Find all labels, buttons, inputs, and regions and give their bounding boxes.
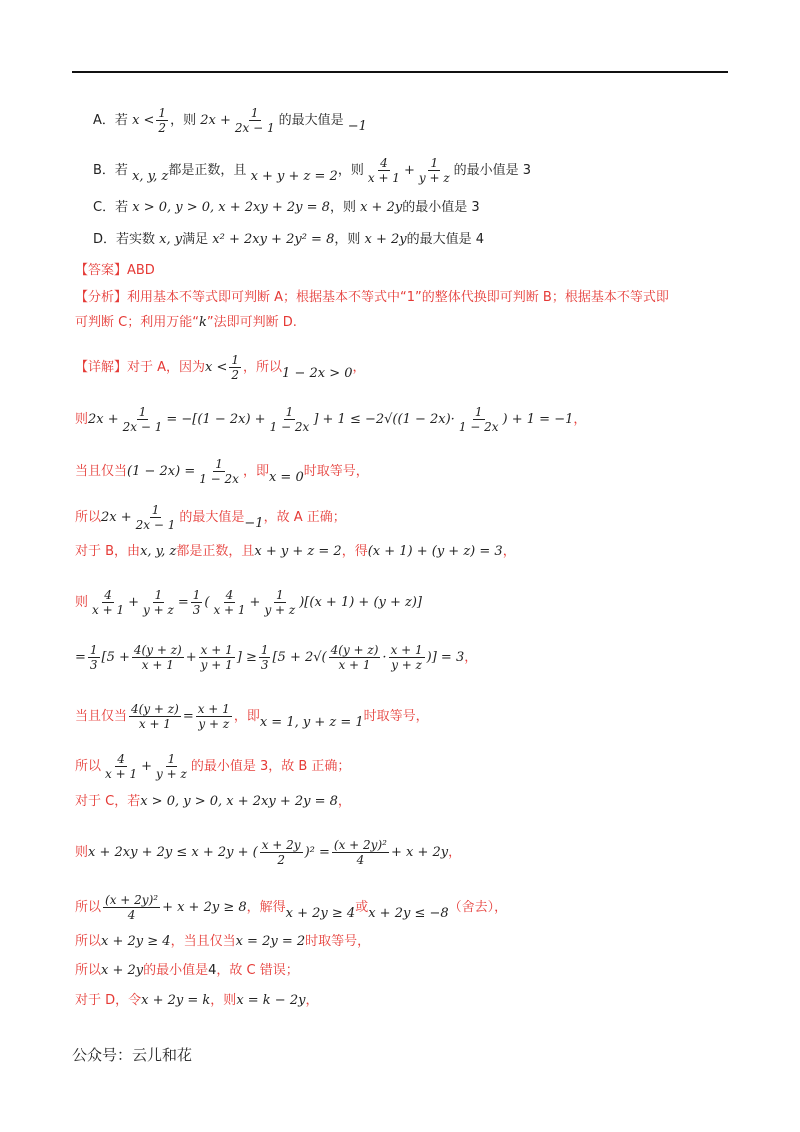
math: 2x + — [101, 510, 132, 525]
fraction — [103, 893, 160, 922]
math: x > 0, y > 0, x + 2xy + 2y = 8 — [132, 200, 330, 215]
text: 若实数 — [116, 232, 156, 247]
text: 若 — [114, 163, 128, 178]
numerator: 1 — [154, 588, 163, 602]
detail-line-2 — [75, 405, 586, 434]
text: 当且仅当 — [75, 464, 128, 479]
math: x + y + z = 2 — [250, 169, 338, 184]
denominator: y + z — [156, 767, 187, 781]
text: 【详解】对于 A，因为 — [75, 360, 206, 375]
text: 对于 B，由 — [75, 544, 141, 559]
denominator: x + 1 — [105, 767, 138, 781]
denominator: 3 — [260, 658, 269, 672]
numerator: 4 — [225, 588, 234, 602]
option-d — [93, 231, 484, 249]
math: + — [128, 595, 140, 610]
text: 若 — [115, 200, 129, 215]
numerator: 1 — [215, 457, 223, 471]
fraction — [233, 106, 277, 135]
numerator: (x + 2y)² — [105, 893, 159, 907]
math: ] + 1 ≤ −2√((1 − 2x)· — [313, 412, 455, 427]
detail-line-14 — [75, 962, 299, 980]
denominator: y + 1 — [200, 658, 233, 672]
denominator: x + 1 — [141, 658, 174, 672]
text: 时取等号， — [303, 464, 369, 479]
text: ，所以 — [243, 360, 283, 375]
answer: 【答案】ABD — [75, 263, 155, 278]
option-a — [93, 106, 367, 135]
fraction — [417, 156, 452, 185]
fraction — [132, 643, 184, 672]
math: x = 2y = 2 — [235, 934, 306, 949]
detail-line-15 — [75, 992, 318, 1010]
math: ] ≥ — [236, 650, 257, 665]
fraction — [259, 643, 271, 672]
text: 的最大值是 4 — [406, 232, 485, 247]
math: x + 2xy + 2y ≤ x + 2y + ( — [88, 845, 258, 860]
text: ，即 — [242, 464, 269, 479]
math: ) + 1 = −1 — [502, 412, 574, 427]
text: 都是正数，且 — [176, 544, 255, 559]
math: · — [382, 650, 387, 665]
fraction — [141, 588, 176, 617]
text: 的最大值是 — [179, 510, 245, 525]
text: ， — [337, 794, 351, 809]
numerator: x + 1 — [197, 702, 230, 716]
fraction — [389, 643, 425, 672]
analysis-line-1: 【分析】利用基本不等式即可判断 A；根据基本不等式中“1”的整体代换即可判断 B；根据基本不等式即 — [75, 290, 669, 305]
detail-line-9 — [75, 752, 350, 781]
denominator: y + z — [198, 717, 230, 731]
math: x < — [205, 360, 228, 375]
text: （舍去）， — [448, 900, 508, 915]
math: x + 2y ≥ 4 — [285, 906, 356, 921]
math: x = k − 2y — [236, 993, 306, 1008]
text: 所以 — [75, 759, 102, 774]
denominator: 3 — [192, 603, 201, 617]
math: −1 — [347, 119, 367, 134]
math: k — [198, 315, 207, 330]
math: + — [141, 759, 153, 774]
text: 则 — [75, 412, 89, 427]
math: = — [177, 595, 189, 610]
math: = — [182, 709, 194, 724]
math: = — [75, 650, 86, 665]
detail-line-3 — [75, 457, 369, 486]
detail-line-7 — [75, 643, 477, 672]
math: + — [185, 650, 197, 665]
text: 所以 — [75, 934, 102, 949]
denominator: x + 1 — [338, 658, 371, 672]
text: ，得 — [341, 544, 368, 559]
math: = −[(1 − 2x) + — [166, 412, 266, 427]
detail-line-13 — [75, 933, 370, 951]
text: 或 — [355, 900, 369, 915]
detail-line-10 — [75, 793, 351, 811]
fraction — [329, 643, 381, 672]
denominator: 4 — [127, 908, 136, 922]
text: ， — [464, 650, 478, 665]
text: ，则 — [334, 232, 361, 247]
math: )² = — [304, 845, 330, 860]
detail-line-8 — [75, 702, 429, 731]
numerator: 1 — [430, 156, 439, 170]
math: x > 0, y > 0, x + 2xy + 2y = 8 — [140, 794, 338, 809]
fraction — [90, 588, 126, 617]
fraction — [154, 752, 189, 781]
numerator: 4(y + z) — [330, 643, 379, 657]
detail-line-6 — [75, 588, 422, 617]
numerator: 1 — [474, 405, 483, 419]
math: 1 − 2x > 0 — [282, 366, 353, 381]
math: x < — [132, 113, 155, 128]
numerator: 4 — [104, 588, 112, 602]
numerator: 1 — [138, 405, 147, 419]
text: 时取等号， — [305, 934, 371, 949]
math: x = 0 — [268, 470, 304, 485]
numerator: x + 2y — [261, 838, 301, 852]
text: ，当且仅当 — [170, 934, 236, 949]
math: 2x + — [88, 412, 119, 427]
math: [5 + 2√( — [272, 650, 327, 665]
math: x + 2y ≤ −8 — [368, 906, 449, 921]
fraction — [262, 588, 297, 617]
text: ，即 — [233, 709, 260, 724]
fraction — [268, 405, 312, 434]
numerator: 1 — [167, 752, 176, 766]
text: 都是正数，且 — [168, 163, 247, 178]
numerator: 4 — [380, 156, 388, 170]
fraction — [191, 588, 203, 617]
text: ，则 — [337, 163, 364, 178]
math: x, y — [159, 232, 183, 247]
numerator: 1 — [89, 643, 98, 657]
text: 当且仅当 — [75, 709, 128, 724]
numerator: 1 — [260, 643, 269, 657]
text: ， — [502, 544, 516, 559]
math: + x + 2y — [390, 845, 449, 860]
math: + — [403, 163, 415, 178]
numerator: 1 — [158, 106, 167, 120]
fraction — [229, 353, 241, 382]
math: x, y, z — [140, 544, 177, 559]
math: 2x + — [200, 113, 231, 128]
option-label: B． — [93, 163, 115, 178]
text: ， — [573, 412, 587, 427]
denominator: y + z — [143, 603, 174, 617]
numerator: 4(y + z) — [133, 643, 182, 657]
fraction — [332, 838, 389, 867]
header-rule — [72, 71, 728, 73]
fraction — [197, 457, 241, 486]
math: [5 + — [101, 650, 130, 665]
denominator: 2x − 1 — [135, 518, 176, 532]
option-b — [93, 156, 531, 185]
fraction — [134, 503, 178, 532]
text: 则 — [75, 845, 89, 860]
text: 对于 C，若 — [75, 794, 141, 809]
footer-account: 公众号：云儿和花 — [72, 1046, 193, 1064]
fraction — [199, 643, 235, 672]
numerator: 1 — [231, 353, 240, 367]
math: (x + 1) + (y + z) = 3 — [367, 544, 503, 559]
text: 则 — [75, 595, 89, 610]
denominator: 4 — [356, 853, 365, 867]
fraction — [88, 643, 100, 672]
math: x + 2y — [360, 200, 403, 215]
math: x + 2y = k — [141, 993, 211, 1008]
text: ，则 — [170, 113, 197, 128]
fraction — [121, 405, 165, 434]
math: + — [249, 595, 261, 610]
numerator: 4 — [117, 752, 125, 766]
analysis-line-2 — [75, 314, 297, 332]
text: 的最小值是 3，故 B 正确； — [190, 759, 351, 774]
denominator: 1 − 2x — [199, 472, 239, 486]
denominator: y + z — [391, 658, 422, 672]
math: x + 2y — [101, 963, 144, 978]
text: 满足 — [182, 232, 209, 247]
text: ， — [448, 845, 462, 860]
option-label: D． — [93, 232, 117, 247]
fraction — [260, 838, 303, 867]
denominator: x + 1 — [213, 603, 246, 617]
denominator: 2x − 1 — [122, 420, 163, 434]
math: x = 1, y + z = 1 — [259, 715, 364, 730]
option-c — [93, 199, 480, 217]
denominator: x + 1 — [138, 717, 171, 731]
math: x, y, z — [132, 169, 169, 184]
text: ，故 C 错误； — [216, 963, 299, 978]
fraction — [156, 106, 168, 135]
fraction — [103, 752, 139, 781]
text: 的最小值是 3 — [402, 200, 480, 215]
denominator: 1 − 2x — [458, 420, 499, 434]
math: )[(x + 1) + (y + z)] — [299, 595, 423, 610]
detail-line-11 — [75, 838, 461, 867]
denominator: 2 — [158, 121, 167, 135]
denominator: 1 − 2x — [269, 420, 310, 434]
math: 4 — [208, 963, 217, 978]
denominator: 3 — [89, 658, 98, 672]
math: x + 2y — [364, 232, 407, 247]
fraction — [129, 702, 181, 731]
text: 时取等号， — [363, 709, 429, 724]
math: x² + 2xy + 2y² = 8 — [212, 232, 335, 247]
text: 对于 D，令 — [75, 993, 142, 1008]
text: 的最小值是 — [143, 963, 209, 978]
math: )] = 3 — [426, 650, 465, 665]
text: ，则 — [329, 200, 356, 215]
numerator: x + 1 — [390, 643, 423, 657]
detail-line-12 — [75, 893, 507, 922]
fraction — [366, 156, 402, 185]
text: ， — [352, 360, 366, 375]
numerator: 1 — [151, 503, 160, 517]
math: + x + 2y ≥ 8 — [162, 900, 247, 915]
numerator: 1 — [276, 588, 284, 602]
denominator: 2 — [231, 368, 240, 382]
numerator: 4(y + z) — [131, 702, 179, 716]
detail-line-4 — [75, 503, 346, 532]
fraction — [457, 405, 501, 434]
math: x + y + z = 2 — [254, 544, 342, 559]
detail-line-1 — [75, 353, 366, 382]
detail-line-5 — [75, 543, 516, 561]
numerator: 1 — [192, 588, 201, 602]
fraction — [211, 588, 247, 617]
option-label: C． — [93, 200, 116, 215]
denominator: 2 — [277, 853, 285, 867]
numerator: 1 — [285, 405, 294, 419]
denominator: x + 1 — [92, 603, 125, 617]
option-label: A． — [93, 113, 115, 128]
denominator: y + z — [418, 171, 450, 185]
math: ( — [204, 595, 210, 610]
text: 可判断 C；利用万能“ — [75, 315, 199, 330]
fraction — [196, 702, 232, 731]
numerator: x + 1 — [200, 643, 233, 657]
text: ， — [305, 993, 319, 1008]
text: 若 — [114, 113, 128, 128]
text: 所以 — [75, 510, 102, 525]
numerator: 1 — [250, 106, 259, 120]
math: (1 − 2x) = — [127, 464, 196, 479]
math: x + 2y ≥ 4 — [101, 934, 171, 949]
math: −1 — [244, 516, 264, 531]
text: 的最大值是 — [278, 113, 344, 128]
text: ”法即可判断 D. — [206, 315, 297, 330]
text: ，解得 — [246, 900, 286, 915]
text: 的最小值是 3 — [453, 163, 532, 178]
denominator: y + z — [264, 603, 296, 617]
numerator: (x + 2y)² — [333, 838, 387, 852]
text: 所以 — [75, 963, 102, 978]
text: 所以 — [75, 900, 102, 915]
text: ，故 A 正确； — [263, 510, 346, 525]
text: ，则 — [210, 993, 237, 1008]
denominator: x + 1 — [367, 171, 400, 185]
denominator: 2x − 1 — [234, 121, 275, 135]
